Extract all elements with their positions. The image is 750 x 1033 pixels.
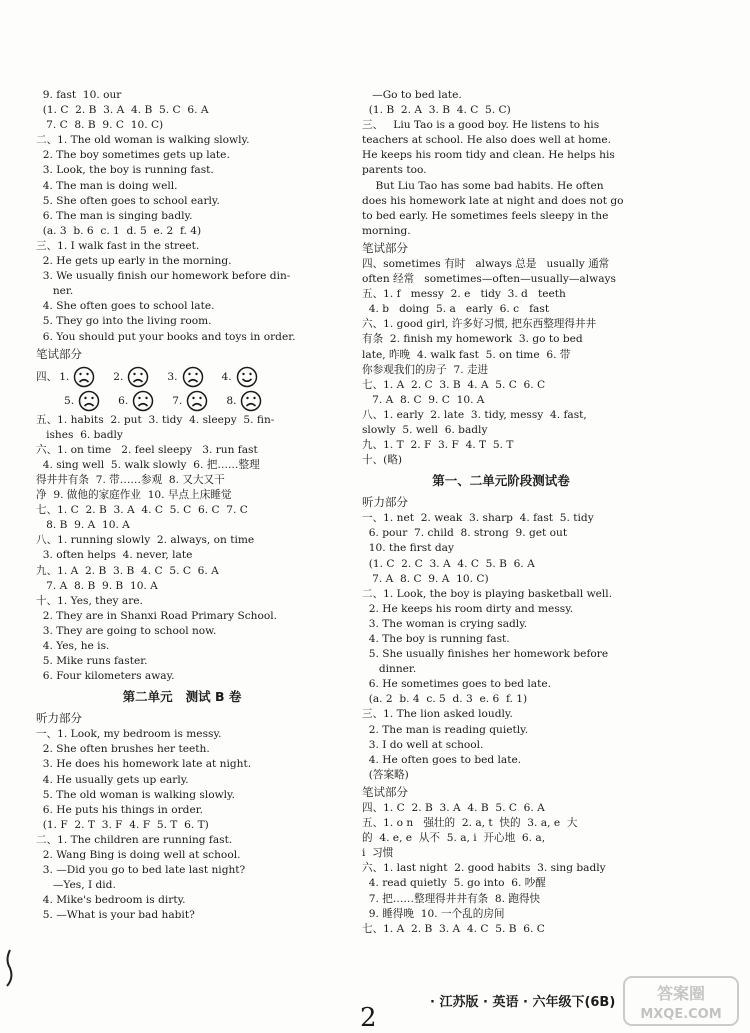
answer-line: 4. read quietly 5. go into 6. 吵醒 (362, 877, 546, 890)
answer-line: ner. (36, 285, 74, 298)
answer-line: 七、1. A 2. B 3. A 4. C 5. B 6. C (362, 922, 545, 935)
answer-line: 3. often helps 4. never, late (36, 549, 193, 562)
answer-block (36, 413, 328, 685)
answer-line: morning. (362, 224, 411, 237)
answer-line: 2. The boy sometimes gets up late. (36, 149, 230, 162)
answer-line: 5. She usually finishes her homework before (362, 648, 609, 661)
answer-line: 9. fast 10. our (36, 89, 122, 101)
answer-line: 6. He puts his things in order. (36, 803, 203, 816)
answer-line: But Liu Tao has some bad habits. He often (362, 179, 604, 192)
answer-line: 五、1. f messy 2. e tidy 3. d teeth (362, 288, 566, 301)
answer-line: 4. The man is doing well. (36, 179, 178, 192)
answer-line: 4. Mike's bedroom is dirty. (36, 894, 186, 907)
answer-line: 7. 把……整理得井井有条 8. 跑得快 (362, 892, 541, 905)
answer-line: does his homework late at night and does not go (362, 194, 624, 207)
answer-line: —Yes, I did. (36, 879, 116, 892)
answer-line: 二、1. Look, the boy is playing basketball well. (362, 587, 613, 600)
answer-line: 6. The man is singing badly. (36, 209, 193, 222)
answer-line: He keeps his room tidy and clean. He helps his (362, 149, 615, 162)
answer-line: late, 昨晚 4. walk fast 5. on time 6. 带 (362, 348, 571, 361)
section-label-listening: 听力部分 (36, 711, 82, 726)
sad-face-icon (186, 390, 208, 412)
answer-line: 三、1. I walk fast in the street. (36, 239, 200, 252)
answer-line: 3. We usually finish our homework before din- (36, 270, 291, 283)
sad-face-icon (182, 366, 204, 388)
answer-line: 2. The man is reading quietly. (362, 723, 529, 736)
answer-line: 2. He gets up early in the morning. (36, 255, 232, 268)
answer-line: 2. He keeps his room dirty and messy. (362, 602, 574, 615)
sad-face-icon (240, 390, 262, 412)
answer-line: 5. They go into the living room. (36, 315, 212, 328)
answer-line: 5. —What is your bad habit? (36, 909, 195, 922)
left-column (36, 88, 328, 924)
answer-block (36, 727, 328, 923)
answer-block (362, 511, 640, 783)
sad-face-icon (78, 390, 100, 412)
answer-line: (a. 3 b. 6 c. 1 d. 5 e. 2 f. 4) (36, 224, 202, 237)
answer-line: 5. The old woman is walking slowly. (36, 788, 235, 801)
answer-line: 3. —Did you go to bed late last night? (36, 864, 246, 877)
page-footer: · 江苏版 · 英语 · 六年级下(6B) (430, 995, 616, 1010)
section-label-written: 笔试部分 (362, 784, 408, 799)
answer-line: 一、1. Look, my bedroom is messy. (36, 728, 222, 741)
answer-line: 5. She often goes to school early. (36, 194, 220, 207)
test-title: 第一、二单元阶段测试卷 (432, 473, 570, 489)
answer-line: 4. b doing 5. a early 6. c fast (362, 303, 550, 316)
answer-line: 6. You should put your books and toys in order. (36, 330, 296, 343)
question-number: 3. (167, 370, 178, 383)
question-number: 2. (113, 370, 124, 383)
question-number: 5. (64, 394, 75, 407)
answer-line: —Go to bed late. (362, 89, 462, 101)
answer-line: 7. A 8. C 9. C 10. A (362, 393, 485, 406)
answer-line: 2. They are in Shanxi Road Primary School. (36, 609, 277, 622)
answer-line: teachers at school. He also does well at home. (362, 134, 612, 147)
answer-line: 三、1. The lion asked loudly. (362, 708, 513, 721)
answer-line: 3. They are going to school now. (36, 624, 217, 637)
answer-line: 4. He usually gets up early. (36, 773, 189, 786)
section-label-listening: 听力部分 (362, 495, 408, 510)
answer-line: 4. sing well 5. walk slowly 6. 把……整理 (36, 458, 260, 471)
answer-line: 8. B 9. A 10. A (36, 519, 130, 532)
answer-line: dinner. (362, 663, 417, 676)
answer-line: 十、1. Yes, they are. (36, 594, 143, 607)
passage (362, 118, 640, 239)
answer-line: 4. He often goes to bed late. (362, 753, 522, 766)
answer-line: 九、1. T 2. F 3. F 4. T 5. T (362, 439, 514, 452)
question-number: 1. (59, 370, 70, 383)
answer-line: 3. Look, the boy is running fast. (36, 164, 214, 177)
answer-line: 7. A 8. B 9. B 10. A (36, 579, 158, 592)
svg-text:MXQE.COM: MXQE.COM (640, 1007, 722, 1022)
section-label-written: 笔试部分 (362, 240, 408, 255)
question-number: 四、 (36, 371, 58, 384)
answer-line: 9. 睡得晚 10. 一个乱的房间 (362, 907, 505, 920)
answer-line: 3. The woman is crying sadly. (362, 617, 528, 630)
answer-line: 十、(略) (362, 454, 403, 467)
face-row (36, 366, 264, 388)
page-edge-mark (4, 948, 14, 988)
answer-line: 四、1. C 2. B 3. A 4. B 5. C 6. A (362, 801, 545, 814)
answer-line: 4. Yes, he is. (36, 640, 110, 652)
answer-line: 7. A 8. C 9. A 10. C) (362, 572, 489, 585)
answer-line: 3. He does his homework late at night. (36, 758, 252, 771)
sad-face-icon (132, 390, 154, 412)
answer-line: 六、1. good girl, 许多好习惯, 把东西整理得井井 (362, 318, 597, 331)
answer-line: i 习惯 (362, 847, 394, 860)
answer-line: 五、1. habits 2. put 3. tidy 4. sleepy 5. fin- (36, 413, 275, 426)
answer-line: 六、1. last night 2. good habits 3. sing badly (362, 862, 606, 875)
answer-line: (1. F 2. T 3. F 4. F 5. T 6. T) (36, 818, 209, 831)
section-label-written: 笔试部分 (36, 346, 82, 361)
answer-line: 你参观我们的房子 7. 走进 (362, 363, 489, 376)
sad-face-icon (73, 366, 95, 388)
answer-line: 二、1. The old woman is walking slowly. (36, 134, 250, 147)
answer-line: 的 4. e, e 从不 5. a, i 开心地 6. a, (362, 832, 546, 845)
question-number: 8. (226, 394, 237, 407)
answer-block (362, 257, 640, 468)
answer-line: 得井井有条 7. 带……参观 8. 又大又干 (36, 473, 225, 486)
answer-line: parents too. (362, 164, 427, 177)
answer-line: 四、sometimes 有时 always 总是 usually 通常 (362, 257, 610, 270)
face-row (62, 390, 268, 412)
answer-line: 2. Wang Bing is doing well at school. (36, 849, 241, 862)
answer-line: 五、1. o n 强壮的 2. a, t 快的 3. a, e 大 (362, 817, 578, 830)
answer-line: 3. I do well at school. (362, 738, 484, 751)
answer-line: 六、1. on time 2. feel sleepy 3. run fast (36, 443, 258, 456)
answer-line: 7. C 8. B 9. C 10. C) (36, 119, 164, 132)
answer-block (36, 88, 328, 345)
answer-line: 6. pour 7. child 8. strong 9. get out (362, 527, 568, 540)
answer-line: (答案略) (362, 768, 409, 781)
answer-line: 一、1. net 2. weak 3. sharp 4. fast 5. tidy (362, 512, 594, 525)
answer-line: (1. C 2. B 3. A 4. B 5. C 6. A (36, 104, 209, 117)
question-number: 4. (221, 370, 232, 383)
right-column (362, 88, 640, 937)
answer-line: 七、1. A 2. C 3. B 4. A 5. C 6. C (362, 378, 546, 391)
unit-title: 第二单元 测试 B 卷 (122, 689, 242, 705)
happy-face-icon (236, 366, 258, 388)
answer-line: often 经常 sometimes—often—usually—always (362, 273, 616, 286)
answer-line: (1. B 2. A 3. B 4. C 5. C) (362, 104, 511, 117)
answer-line: 6. Four kilometers away. (36, 670, 175, 683)
answer-line: 2. She often brushes her teeth. (36, 743, 210, 756)
answer-line: 九、1. A 2. B 3. B 4. C 5. C 6. A (36, 564, 219, 577)
answer-block (362, 801, 640, 937)
answer-line: 4. She often goes to school late. (36, 300, 215, 313)
answer-line: 6. He sometimes goes to bed late. (362, 678, 552, 691)
answer-line: to bed early. He sometimes feels sleepy in the (362, 209, 609, 222)
question-number: 7. (172, 394, 183, 407)
page-number: 2 (360, 1003, 377, 1033)
answer-line: 5. Mike runs faster. (36, 655, 148, 668)
answer-line: slowly 5. well 6. badly (362, 423, 488, 436)
svg-text:答案圈: 答案圈 (656, 984, 706, 1003)
answer-line: 4. The boy is running fast. (362, 633, 510, 645)
sad-face-icon (127, 366, 149, 388)
answer-block (362, 88, 640, 118)
watermark-logo (622, 975, 740, 1027)
answer-line: 三、 Liu Tao is a good boy. He listens to his (362, 119, 600, 132)
answer-line: 八、1. running slowly 2. always, on time (36, 534, 255, 547)
answer-line: ishes 6. badly (36, 428, 123, 441)
answer-line: 净 9. 做他的家庭作业 10. 早点上床睡觉 (36, 489, 232, 502)
answer-line: 10. the first day (362, 542, 454, 555)
answer-line: 二、1. The children are running fast. (36, 833, 233, 846)
question-number: 6. (118, 394, 129, 407)
face-answers (36, 363, 328, 413)
answer-line: 有条 2. finish my homework 3. go to bed (362, 333, 583, 346)
answer-line: (a. 2 b. 4 c. 5 d. 3 e. 6 f. 1) (362, 693, 528, 706)
answer-line: 七、1. C 2. B 3. A 4. C 5. C 6. C 7. C (36, 504, 248, 517)
answer-line: 八、1. early 2. late 3. tidy, messy 4. fast, (362, 408, 587, 421)
answer-line: (1. C 2. C 3. A 4. C 5. B 6. A (362, 557, 535, 570)
